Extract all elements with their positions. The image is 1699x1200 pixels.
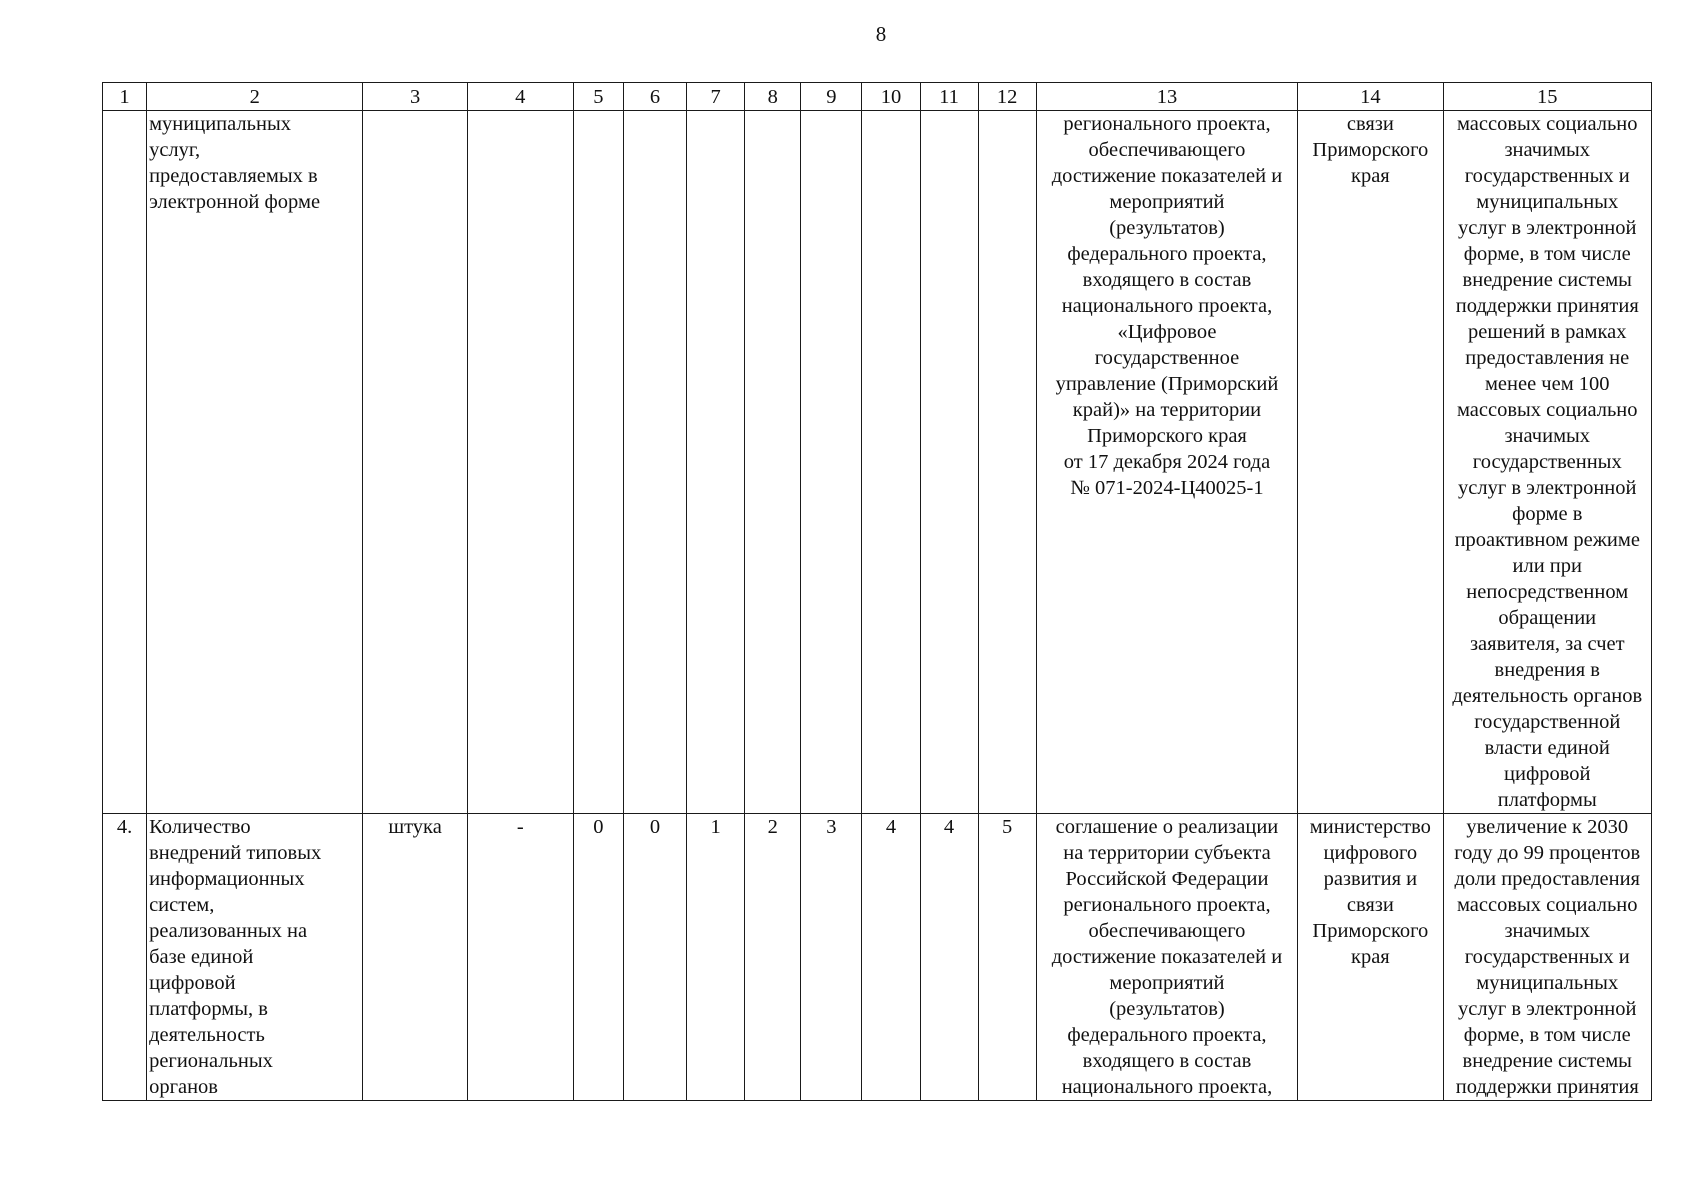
result-cell: увеличение к 2030 году до 99 процентов доли предоставления массовых социально значимых государственных и муниципальных услуг в электронной форме, в том числе внедрение системы поддержки принятия xyxy=(1443,814,1652,1101)
value-cell: 4 xyxy=(862,814,920,1101)
header-cell: 13 xyxy=(1036,83,1298,111)
page-number: 8 xyxy=(875,22,887,46)
header-cell: 5 xyxy=(573,83,623,111)
value-cell: 3 xyxy=(801,814,862,1101)
responsible-cell: связи Приморского края xyxy=(1298,111,1443,814)
value-cell: 2 xyxy=(745,814,801,1101)
table-row xyxy=(103,814,1652,1101)
indicators-table xyxy=(102,82,1652,1101)
value-cell: 0 xyxy=(623,814,686,1101)
header-cell: 9 xyxy=(801,83,862,111)
row-number-cell: 4. xyxy=(103,814,147,1101)
basis-document-cell: регионального проекта, обеспечивающего достижение показателей и мероприятий (результатов) федерального проекта, входящего в состав национального проекта, «Цифровое государственное управление (Приморский край)» на территории Приморского края от 17 декабря 2024 года № 071-2024-Ц40025-1 xyxy=(1036,111,1298,814)
table-cell xyxy=(687,111,745,814)
table-cell xyxy=(623,111,686,814)
header-cell: 15 xyxy=(1443,83,1652,111)
value-cell: 5 xyxy=(978,814,1036,1101)
header-cell: 4 xyxy=(467,83,573,111)
basis-document-cell: соглашение о реализации на территории субъекта Российской Федерации регионального проекта, обеспечивающего достижение показателей и мероприятий (результатов) федерального проекта, входящего в состав национального проекта, xyxy=(1036,814,1298,1101)
header-cell: 8 xyxy=(745,83,801,111)
indicator-name-cell: муниципальных услуг, предоставляемых в электронной форме xyxy=(147,111,363,814)
header-row xyxy=(103,83,1652,111)
table-cell xyxy=(363,111,467,814)
unit-cell: штука xyxy=(363,814,467,1101)
value-cell: 4 xyxy=(920,814,978,1101)
header-cell: 2 xyxy=(147,83,363,111)
table-cell xyxy=(801,111,862,814)
result-cell: массовых социально значимых государственных и муниципальных услуг в электронной форме, в том числе внедрение системы поддержки принятия решений в рамках предоставления не менее чем 100 массовых социально значимых государственных услуг в электронной форме в проактивном режиме или при непосредственном обращении заявителя, за счет внедрения в деятельность органов государственной власти единой цифровой платформы xyxy=(1443,111,1652,814)
table-cell xyxy=(978,111,1036,814)
value-cell: 0 xyxy=(573,814,623,1101)
table-cell xyxy=(745,111,801,814)
header-cell: 7 xyxy=(687,83,745,111)
header-cell: 6 xyxy=(623,83,686,111)
header-cell: 3 xyxy=(363,83,467,111)
table-cell: - xyxy=(467,814,573,1101)
header-cell: 11 xyxy=(920,83,978,111)
table-cell xyxy=(467,111,573,814)
table-cell xyxy=(862,111,920,814)
table-cell xyxy=(573,111,623,814)
table-row xyxy=(103,111,1652,814)
responsible-cell: министерство цифрового развития и связи Приморского края xyxy=(1298,814,1443,1101)
value-cell: 1 xyxy=(687,814,745,1101)
header-cell: 10 xyxy=(862,83,920,111)
header-cell: 12 xyxy=(978,83,1036,111)
header-cell: 14 xyxy=(1298,83,1443,111)
table-cell xyxy=(103,111,147,814)
header-cell: 1 xyxy=(103,83,147,111)
table-cell xyxy=(920,111,978,814)
indicator-name-cell: Количество внедрений типовых информационных систем, реализованных на базе единой цифровой платформы, в деятельность региональных органов xyxy=(147,814,363,1101)
